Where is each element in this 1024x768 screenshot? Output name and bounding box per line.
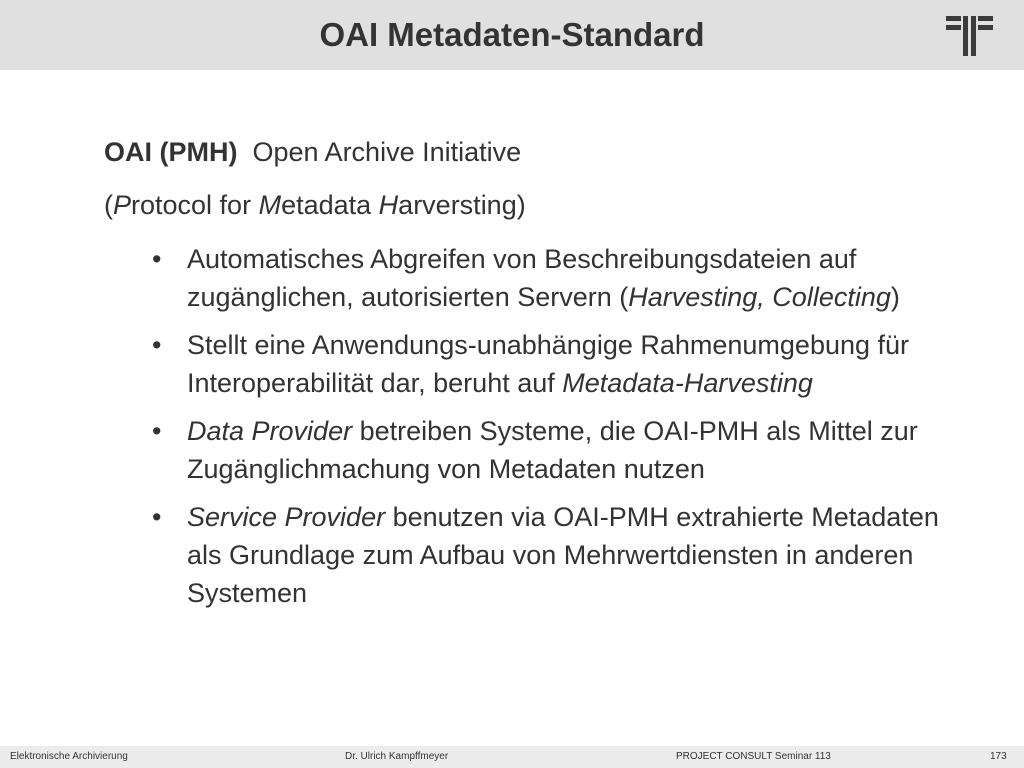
protocol-word-rest: rotocol for <box>131 190 259 220</box>
metadata-word-rest: etadata <box>281 190 379 220</box>
bullet-1-italic: Harvesting, Collecting <box>628 282 891 312</box>
bullet-1-close: ) <box>890 282 900 312</box>
bullet-2-text: Stellt eine Anwendungs-unabhängige Rahmenumgebung für Interoperabilität dar, beruht auf <box>187 330 910 398</box>
footer-bar <box>0 746 1024 768</box>
bullet-2-italic: Metadata-Harvesting <box>562 368 813 398</box>
heading-abbrev: OAI (PMH) <box>104 137 238 167</box>
harvesting-word-rest: arversting) <box>398 190 526 220</box>
protocol-letter-p: P <box>113 190 132 220</box>
bullet-item-service-provider <box>152 498 972 612</box>
bullet-3-italic: Data Provider <box>187 416 353 446</box>
footer-event: PROJECT CONSULT Seminar 113 <box>676 751 831 762</box>
bullet-3-text: betreiben Systeme, die OAI-PMH als Mittel zur Zugänglichmachung von Metadaten nutzen <box>187 416 918 484</box>
footer-course: Elektronische Archivierung <box>10 751 128 762</box>
protocol-letter-h: H <box>378 190 399 220</box>
footer-author: Dr. Ulrich Kampffmeyer <box>345 751 449 762</box>
bullet-item-harvesting <box>152 240 972 316</box>
bullet-list <box>152 240 972 622</box>
bullet-4-text: benutzen via OAI-PMH extrahierte Metadaten als Grundlage zum Aufbau von Mehrwertdiensten in anderen Systemen <box>187 502 939 608</box>
slide-title: OAI Metadaten-Standard <box>319 16 705 53</box>
protocol-letter-m: M <box>258 190 282 220</box>
page-number: 173 <box>990 751 1007 762</box>
bullet-item-framework <box>152 326 972 402</box>
heading-protocol <box>104 188 526 222</box>
project-consult-logo <box>944 14 994 58</box>
bullet-4-italic: Service Provider <box>187 502 386 532</box>
protocol-open-paren: ( <box>104 190 113 220</box>
bullet-1-text: Automatisches Abgreifen von Beschreibungsdateien auf zugänglichen, autorisierten Servern ( <box>187 244 857 312</box>
heading-expansion: Open Archive Initiative <box>252 137 522 167</box>
bullet-item-data-provider <box>152 412 972 488</box>
heading-oai-pmh <box>104 135 521 169</box>
